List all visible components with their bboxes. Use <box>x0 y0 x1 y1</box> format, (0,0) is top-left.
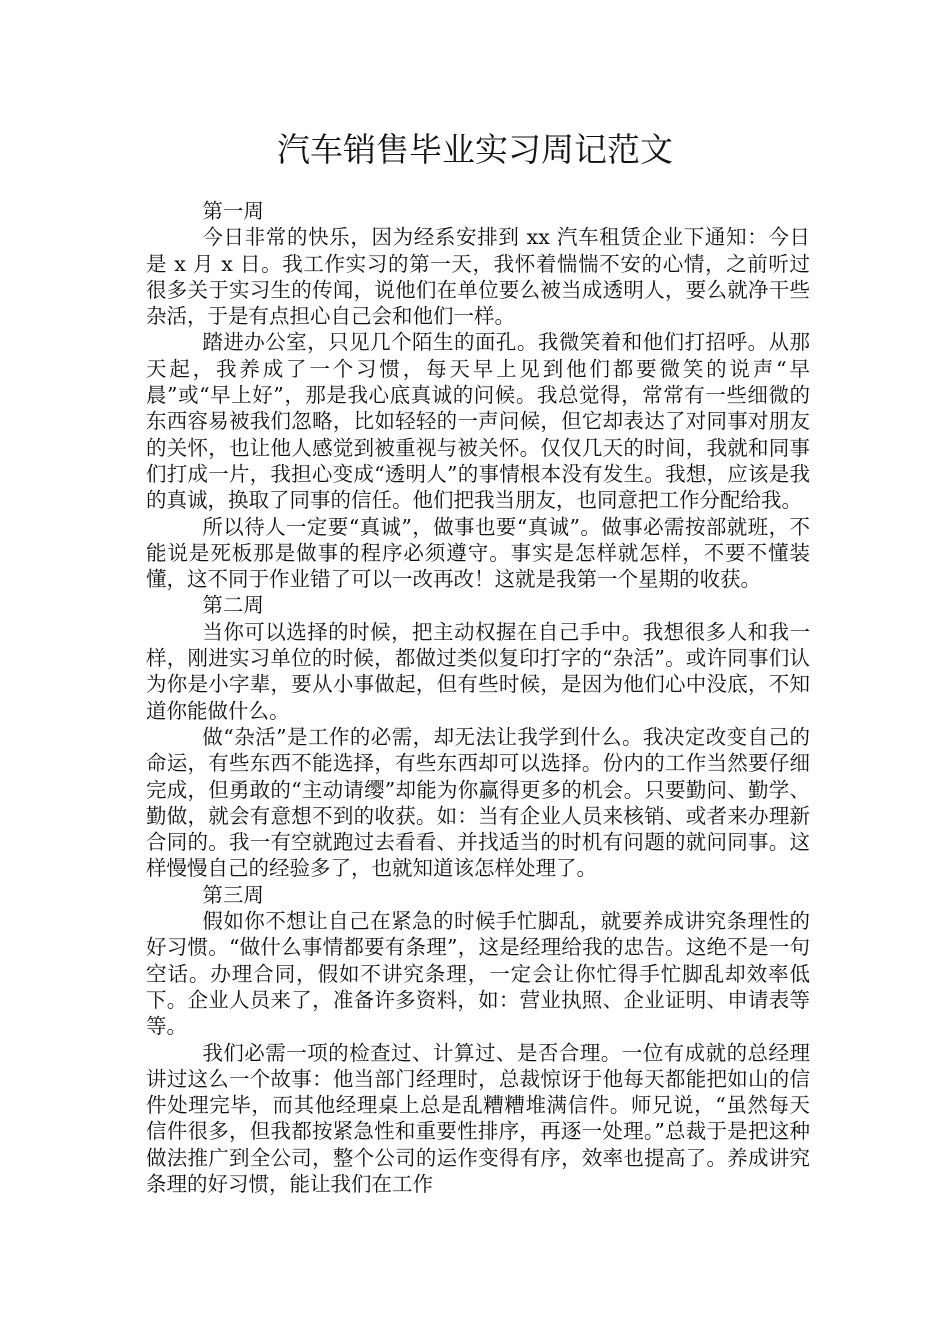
paragraph: 假如你不想让自己在紧急的时候手忙脚乱，就要养成讲究条理性的好习惯。“做什么事情都要有条理”，这是经理给我的忠告。这绝不是一句空话。办理合同，假如不讲究条理，一定会让你忙得手忙脚乱却效率低下。企业人员来了，准备许多资料，如：营业执照、企业证明、申请表等等。 <box>146 909 810 1039</box>
document-body <box>146 198 810 1197</box>
section-heading-week-3: 第三周 <box>202 882 264 907</box>
paragraph: 当你可以选择的时候，把主动权握在自己手中。我想很多人和我一样，刚进实习单位的时候，都做过类似复印打字的“杂活”。或许同事们认为你是小字辈，要从小事做起，但有些时候，是因为他们心中没底，不知道你能做什么。 <box>146 619 810 723</box>
section-heading-week-2: 第二周 <box>202 593 264 618</box>
paragraph: 踏进办公室，只见几个陌生的面孔。我微笑着和他们打招呼。从那天起，我养成了一个习惯，每天早上见到他们都要微笑的说声“早晨”或“早上好”，那是我心底真诚的问候。我总觉得，常常有一些细微的东西容易被我们忽略，比如轻轻的一声问候，但它却表达了对同事对朋友的关怀，也让他人感觉到被重视与被关怀。仅仅几天的时间，我就和同事们打成一片，我担心变成“透明人”的事情根本没有发生。我想，应该是我的真诚，换取了同事的信任。他们把我当朋友，也同意把工作分配给我。 <box>146 330 810 513</box>
paragraph: 我们必需一项的检查过、计算过、是否合理。一位有成就的总经理讲过这么一个故事：他当部门经理时，总裁惊讶于他每天都能把如山的信件处理完毕，而其他经理桌上总是乱糟糟堆满信件。师兄说，“虽然每天信件很多，但我都按紧急性和重要性排序，再逐一处理。”总裁于是把这种做法推广到全公司，整个公司的运作变得有序，效率也提高了。养成讲究条理的好习惯，能让我们在工作 <box>146 1040 810 1196</box>
paragraph: 做“杂活”是工作的必需，却无法让我学到什么。我决定改变自己的命运，有些东西不能选择，有些东西却可以选择。份内的工作当然要仔细完成，但勇敢的“主动请缨”却能为你赢得更多的机会。只要勤问、勤学、勤做，就会有意想不到的收获。如：当有企业人员来核销、或者来办理新合同的。我一有空就跑过去看看、并找适当的时机有问题的就问同事。这样慢慢自己的经验多了，也就知道该怎样处理了。 <box>146 724 810 881</box>
section-heading-week-1: 第一周 <box>202 199 264 223</box>
paragraph: 今日非常的快乐，因为经系安排到 xx 汽车租赁企业下通知：今日是 x 月 x 日。我工作实习的第一天，我怀着惴惴不安的心情，之前听过很多关于实习生的传闻，说他们在单位要么被当成透明人，要么就净干些杂活，于是有点担心自己会和他们一样。 <box>146 225 810 329</box>
document-title: 汽车销售毕业实习周记范文 <box>277 130 673 169</box>
paragraph: 所以待人一定要“真诚”，做事也要“真诚”。做事必需按部就班，不能说是死板那是做事的程序必须遵守。事实是怎样就怎样，不要不懂装懂，这不同于作业错了可以一改再改！这就是我第一个星期的收获。 <box>146 514 810 592</box>
